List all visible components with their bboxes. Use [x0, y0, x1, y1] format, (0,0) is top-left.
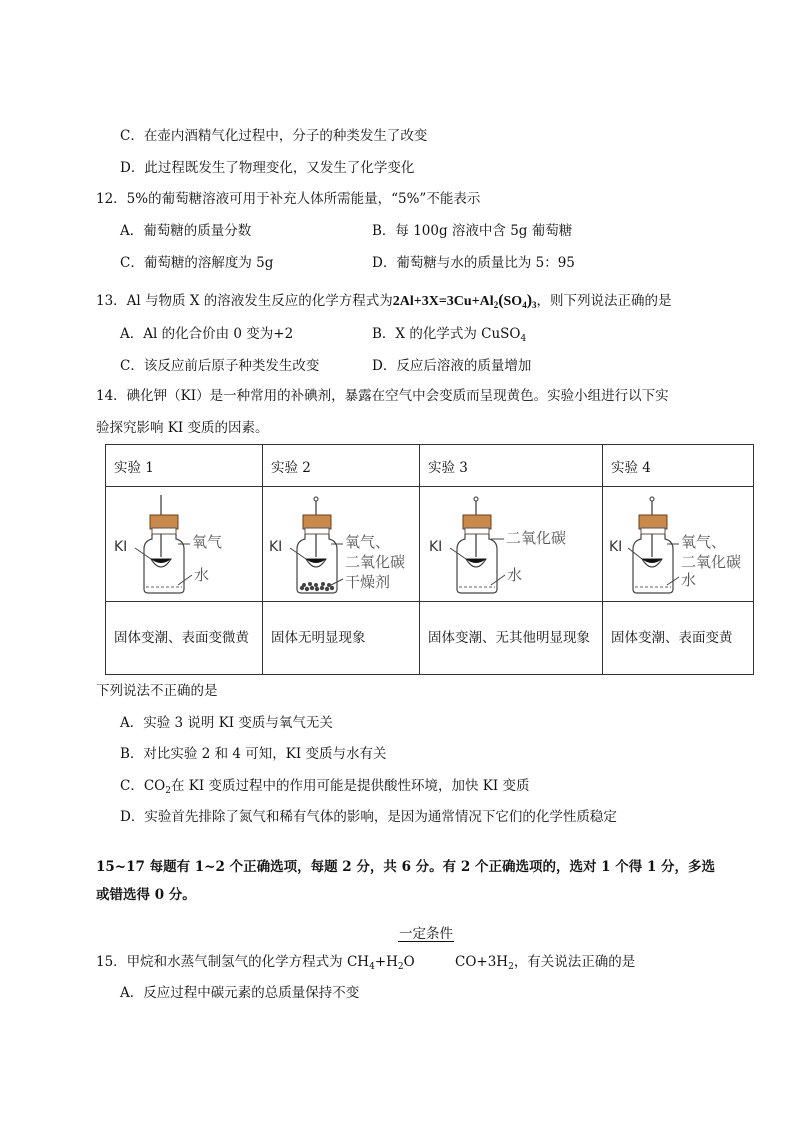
- svg-text:水: 水: [507, 566, 523, 584]
- header-exp-4: 实验 4: [603, 445, 754, 487]
- q12-option-d: D．葡萄糖与水的质量比为 5：95: [372, 255, 575, 271]
- q14-option-a: A．实验 3 说明 KI 变质与氧气无关: [120, 715, 333, 731]
- q14-option-c: C．$CO_2$在 KI 变质过程中的作用可能是提供酸性环境，加快 KI 变质: [120, 778, 530, 796]
- q11-option-c: C．在壶内酒精气化过程中，分子的种类发生了改变: [120, 128, 428, 144]
- q14-stem-line1: 14．碘化钾（KI）是一种常用的补碘剂，暴露在空气中会变质而呈现黄色。实验小组进行以下实: [96, 388, 669, 404]
- reaction-condition-bar: [398, 941, 454, 942]
- svg-text:KI: KI: [269, 539, 283, 555]
- header-exp-3: 实验 3: [420, 445, 603, 487]
- svg-text:KI: KI: [609, 539, 623, 555]
- q14-question: 下列说法不正确的是: [96, 683, 218, 699]
- q13-equation: $2Al+3X=3Cu+Al_2(SO_4)_3$: [392, 292, 537, 310]
- q14-stem-line2: 验探究影响 KI 变质的因素。: [96, 420, 269, 436]
- diagram-exp-1: [106, 487, 263, 602]
- q13-stem: 13．Al 与物质 X 的溶液发生反应的化学方程式为$2Al+3X=3Cu+Al_2(SO_4)_3$，则下列说法正确的是: [96, 292, 672, 310]
- header-exp-1: 实验 1: [106, 445, 263, 487]
- result-exp-4: 固体变潮、表面变黄: [603, 602, 754, 675]
- svg-text:KI: KI: [429, 539, 443, 555]
- q13-option-c: C．该反应前后原子种类发生改变: [120, 358, 320, 374]
- reaction-condition: 一定条件: [399, 926, 453, 942]
- q12-option-b: B．每 100g 溶液中含 5g 葡萄糖: [372, 223, 573, 239]
- svg-text:二氧化碳: 二氧化碳: [345, 553, 406, 571]
- result-exp-1: 固体变潮、表面变微黄: [106, 602, 263, 675]
- q14-option-d: D．实验首先排除了氮气和稀有气体的影响，是因为通常情况下它们的化学性质稳定: [120, 809, 617, 825]
- q13-option-b: B．X 的化学式为 CuSO$_4$: [372, 326, 527, 344]
- section-instruction-line1: 15~17 每题有 1~2 个正确选项，每题 2 分，共 6 分。有 2 个正确选项的，选对 1 个得 1 分，多选: [96, 859, 716, 875]
- q14-option-b: B．对比实验 2 和 4 可知，KI 变质与水有关: [120, 746, 387, 762]
- svg-text:氧气、: 氧气、: [345, 533, 391, 551]
- experiment-table: [105, 444, 754, 675]
- result-exp-3: 固体变潮、无其他明显现象: [420, 602, 603, 675]
- svg-text:干燥剂: 干燥剂: [345, 573, 391, 591]
- q12-stem: 12．5%的葡萄糖溶液可用于补充人体所需能量，“5%”不能表示: [96, 191, 481, 207]
- q12-option-a: A．葡萄糖的质量分数: [120, 223, 252, 239]
- q13-option-a: A．Al 的化合价由 0 变为+2: [120, 326, 294, 342]
- diagram-exp-3: [420, 487, 603, 602]
- svg-text:水: 水: [681, 571, 697, 589]
- q12-option-c: C．葡萄糖的溶解度为 5g: [120, 255, 274, 271]
- q11-option-d: D．此过程既发生了物理变化，又发生了化学变化: [120, 160, 415, 176]
- q13-option-d: D．反应后溶液的质量增加: [372, 358, 532, 374]
- q15-equation-right: $CO+3H_2$，有关说法正确的是: [455, 954, 636, 972]
- diagram-exp-4: [603, 487, 754, 602]
- svg-text:KI: KI: [114, 539, 128, 555]
- result-exp-2: 固体无明显现象: [263, 602, 420, 675]
- svg-text:二氧化碳: 二氧化碳: [506, 529, 567, 547]
- q15-option-a: A．反应过程中碳元素的总质量保持不变: [120, 985, 360, 1001]
- diagram-exp-2: [263, 487, 420, 602]
- svg-text:水: 水: [194, 566, 210, 584]
- section-instruction-line2: 或错选得 0 分。: [96, 887, 196, 903]
- svg-text:氧气、: 氧气、: [681, 533, 727, 551]
- q15-stem: 15．甲烷和水蒸气制氢气的化学方程式为 $CH_4+H_2O$: [96, 954, 415, 972]
- header-exp-2: 实验 2: [263, 445, 420, 487]
- svg-text:二氧化碳: 二氧化碳: [681, 553, 742, 571]
- svg-text:氧气: 氧气: [192, 533, 223, 551]
